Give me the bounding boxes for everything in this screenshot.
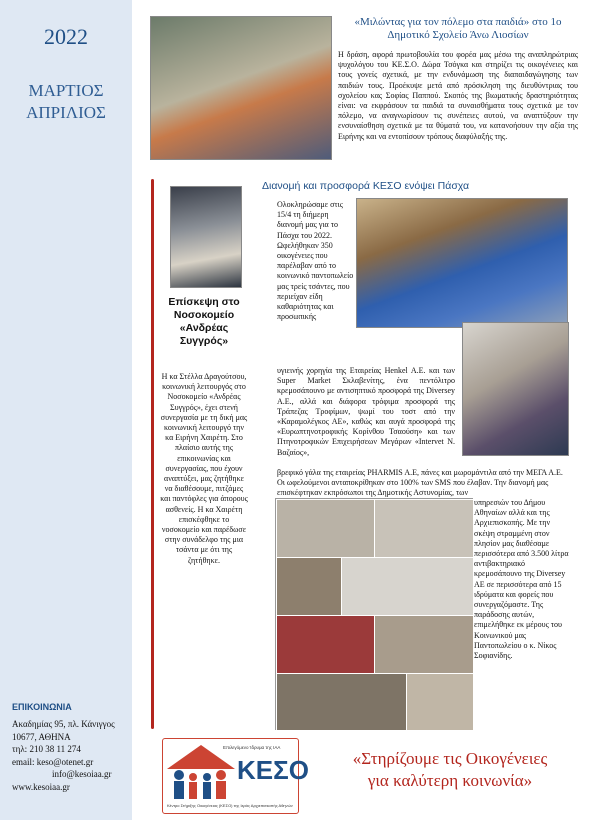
contact-email[interactable]: email: keso@otenet.gr bbox=[12, 756, 94, 767]
slogan-line-2: για καλύτερη κοινωνία» bbox=[367, 771, 533, 790]
article-hospital-body: Η κα Στέλλα Δραγούτσου, κοινωνική λειτουργός στο Νοσοκομείο «Ανδρέας Συγγρός», έχει στενή συνεργασία με τη δική μας κοινωνική λειτουργό την κα Ειρήνη Χαιρέτη. Στο πλαίσιο αυτής της επικοινωνίας και συνεργασίας, που έχουν αναπτύξει, μας ζητήθηκε να διαθέσουμε, πιτζάμες και παντόφλες για άπορους ασθενείς. Η κα Χαιρέτη επισκέφθηκε το νοσοκομείο και παρέδωσε στην συνάδελφο της μια τσάντα με ότι της ζητήθηκε. bbox=[160, 372, 248, 565]
logo-name: ΚΕΣΟ bbox=[237, 755, 309, 785]
slogan bbox=[320, 748, 580, 792]
sidebar bbox=[0, 0, 132, 820]
contact-city: 10677, ΑΘΗΝΑ bbox=[12, 731, 71, 742]
logo-subtitle: Επιλεγόμενο Ίδρυμα της ΙΑΑ bbox=[223, 745, 281, 750]
article-easter-p1: Ολοκληρώσαμε στις 15/4 τη διήμερη διανομή μας για το Πάσχα του 2022. Ωφελήθηκαν 350 οικογένειες που παρέλαβαν από το κοινωνικό παντοπωλείο μας τρείς τσάντες, που περιείχαν είδη καθαριότητας και προσωπικής bbox=[277, 200, 354, 322]
article-easter-p2: υγιεινής χορηγία της Εταιρείας Henkel A.E. και των Super Market Σκλαβενίτης, ένα πεντόλιτρο κρεμοσάπουνο με αντισηπτικό προσφορά της Diversey A.E., αλλά και διάφορα τρόφιμα προσφορά της Τράπεζας Τροφίμων, ψωμί του τοστ από την «Καραμολέγκος ΑΕ», καθώς και αυγά προσφορά της «Ευρωπτηνοτροφικής Κορίνθου Τσαούση» και των Πτηνοτροφικών Επιχειρήσεων Μεγάρων «Intervet N. Βαζαίος», bbox=[277, 366, 455, 457]
contact-phone: τηλ: 210 38 11 274 bbox=[12, 744, 81, 754]
food-bags-photo bbox=[356, 198, 568, 328]
slogan-line-1: «Στηρίζουμε τις Οικογένειες bbox=[352, 749, 548, 768]
logo-footer: Κέντρο Στήριξης Οικογένειας (ΚΕΣΟ) της Ιεράς Αρχιεπισκοπής Αθηνών bbox=[167, 803, 293, 808]
article-hospital-title: Επίσκεψη στο Νοσοκομείο «Ανδρέας Συγγρός» bbox=[168, 296, 240, 347]
article-school-body: Η δράση, αφορά πρωτοβουλία του φορέα μας μέσω της αναπληρώτριας ψυχολόγου του ΚΕ.Σ.Ο. Δώρα Τσόγκα και στηρίζει τις οικογένειες και τους γονείς σχετικά, με την ενδυνάμωση της διαπαιδαγώγησης των παιδιών τους. Προέκυψε μετά από πρόσκληση της διευθύντριας του σχολείου κας Σοφίας Παππού. Σκοπός της βιωματικής δραστηριότητας είναι: να εκφράσουν τα παιδιά τα συναισθήματα τους σχετικά με τον πόλεμο, να αναγνωρίσουν τις συνέπειες αυτού, να αναπτύξουν την ενσυναίσθηση σχετικά με τα θύματά του, να κατανοήσουν την αξία της Ειρήνης και να εντοπίσουν τρόπους διαφύλαξής της. bbox=[338, 50, 578, 141]
article-school-title: «Μιλώντας για τον πόλεμο στα παιδιά» στο 1ο Δημοτικό Σχολείο Άνω Λιοσίων bbox=[354, 16, 562, 41]
classroom-photo bbox=[150, 16, 332, 160]
issue-months bbox=[0, 80, 132, 124]
article-easter-p4: υπηρεσιών του Δήμου Αθηναίων αλλά και της Αρχιεπισκοπής. Με την σκέψη στραμμένη στον πλησίον μας διαθέσαμε περισσότερα από 3.500 λίτρα αντιβακτηριακό κρεμοσάπουνο της Diversey AE σε περισσότερα από 15 ιδρύματα και φορείς που συνεργαζόμαστε. Της παράδοσης αυτών, επιμελήθηκε εκ μέρους του Κοινωνικού μας Παντοπωλείου ο κ. Νίκος Σοφιανίδης. bbox=[474, 498, 569, 661]
month-2: ΑΠΡΙΛΙΟΣ bbox=[26, 103, 106, 122]
contact-website[interactable]: www.kesoiaa.gr bbox=[12, 781, 70, 792]
contact-title: ΕΠΙΚΟΙΝΩΝΙΑ bbox=[12, 702, 72, 712]
red-divider bbox=[151, 179, 154, 729]
contact-address: Ακαδημίας 95, πλ. Κάνιγγος bbox=[12, 719, 115, 729]
distribution-photo bbox=[462, 322, 569, 456]
month-1: ΜΑΡΤΙΟΣ bbox=[28, 81, 104, 100]
contact-email-2[interactable]: info@kesoiaa.gr bbox=[52, 769, 112, 779]
hospital-visit-photo bbox=[170, 186, 242, 288]
family-figures-icon bbox=[165, 743, 237, 803]
contact-info bbox=[12, 718, 130, 793]
keso-logo bbox=[162, 738, 309, 814]
article-easter-title: Διανομή και προσφορά ΚΕΣΟ ενόψει Πάσχα bbox=[262, 180, 470, 192]
distribution-collage bbox=[275, 498, 473, 730]
article-easter-p3: βρεφικό γάλα της εταιρείας PHARMIS A.E, πάνες και μωρομάντιλα από την ΜΕΓΑ Α.Ε. Οι ωφελούμενοι ανταποκρίθηκαν στο 100% των SMS που έλαβαν. Την διανομή μας επισκέφτηκαν εκπρόσωποι της Δημοτικής Αστυνομίας, των bbox=[277, 468, 563, 498]
issue-year: 2022 bbox=[44, 24, 88, 49]
